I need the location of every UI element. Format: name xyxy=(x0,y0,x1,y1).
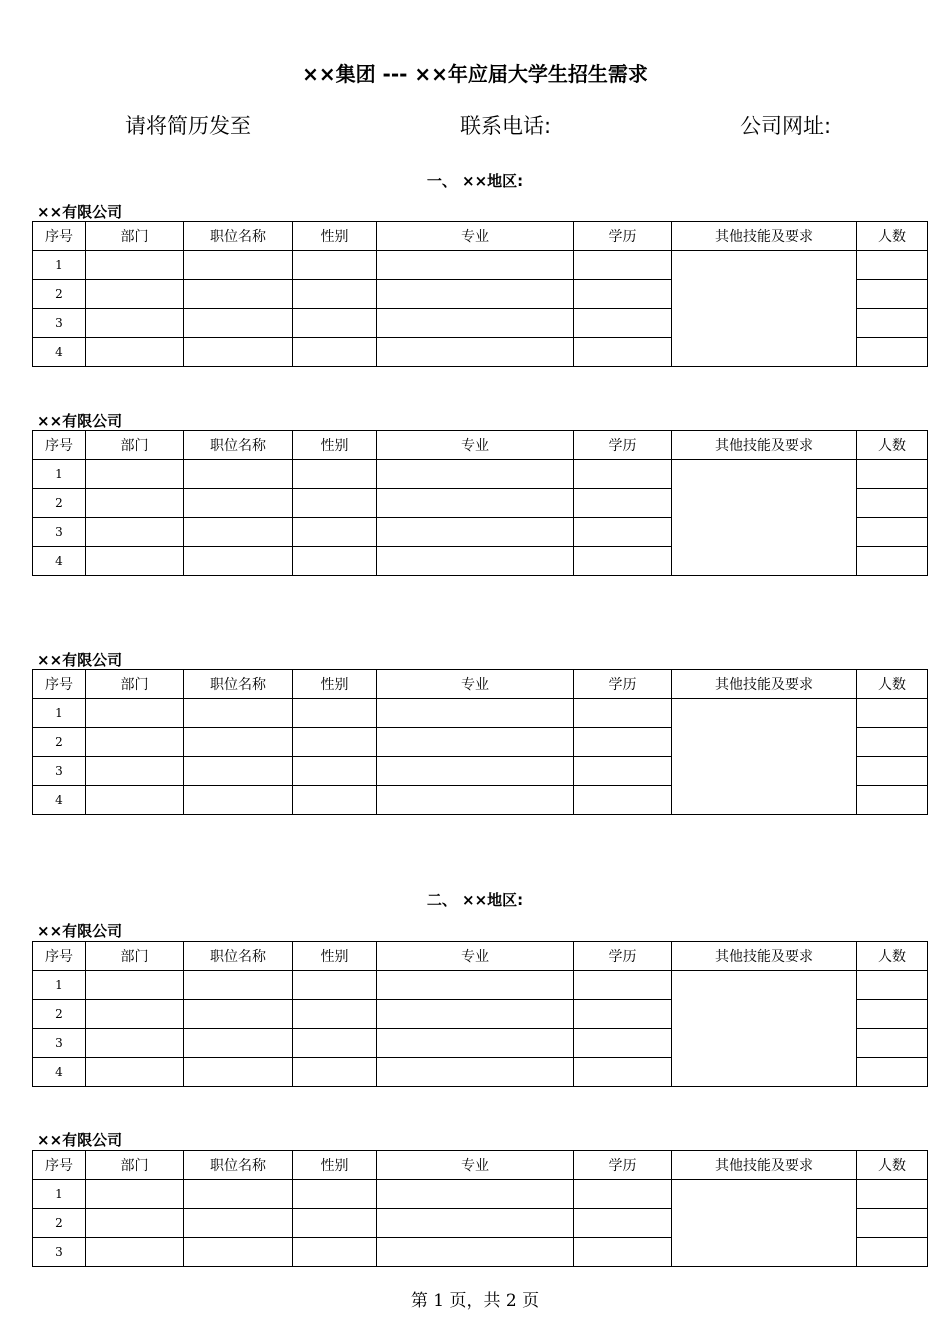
table-row xyxy=(33,1180,928,1209)
department-cell xyxy=(86,1029,184,1058)
position-cell xyxy=(184,280,293,309)
seq-cell: 1 xyxy=(33,699,86,728)
department-cell xyxy=(86,251,184,280)
department-cell xyxy=(86,728,184,757)
headcount-cell xyxy=(857,338,928,367)
department-cell xyxy=(86,699,184,728)
table-header-row xyxy=(33,431,928,460)
department-cell xyxy=(86,786,184,815)
headcount-cell xyxy=(857,1029,928,1058)
requirements-table xyxy=(32,221,928,367)
education-cell xyxy=(574,757,672,786)
department-cell xyxy=(86,1058,184,1087)
headcount-cell xyxy=(857,547,928,576)
education-cell xyxy=(574,518,672,547)
skills-cell xyxy=(672,971,857,1087)
education-cell xyxy=(574,728,672,757)
education-cell xyxy=(574,251,672,280)
position-cell xyxy=(184,786,293,815)
position-cell xyxy=(184,1238,293,1267)
gender-cell xyxy=(293,309,377,338)
col-skills-header: 其他技能及要求 xyxy=(672,670,857,699)
col-major-header: 专业 xyxy=(377,670,574,699)
education-cell xyxy=(574,460,672,489)
gender-cell xyxy=(293,489,377,518)
seq-cell: 4 xyxy=(33,338,86,367)
col-education-header: 学历 xyxy=(574,942,672,971)
table-header-row xyxy=(33,670,928,699)
page-footer: 第 1 页，共 2 页 xyxy=(410,1291,540,1311)
table-header-row xyxy=(33,222,928,251)
skills-cell xyxy=(672,251,857,367)
col-major-header: 专业 xyxy=(377,222,574,251)
headcount-cell xyxy=(857,786,928,815)
headcount-cell xyxy=(857,971,928,1000)
major-cell xyxy=(377,338,574,367)
col-position-header: 职位名称 xyxy=(184,431,293,460)
company-website-label: 公司网址: xyxy=(740,114,832,138)
col-seq-header: 序号 xyxy=(33,942,86,971)
company-label-5: ××有限公司 xyxy=(37,1131,123,1149)
seq-cell: 2 xyxy=(33,728,86,757)
major-cell xyxy=(377,786,574,815)
education-cell xyxy=(574,1238,672,1267)
headcount-cell xyxy=(857,251,928,280)
department-cell xyxy=(86,518,184,547)
col-dept-header: 部门 xyxy=(86,222,184,251)
seq-cell: 3 xyxy=(33,309,86,338)
company-label-3: ××有限公司 xyxy=(37,651,123,669)
position-cell xyxy=(184,728,293,757)
col-education-header: 学历 xyxy=(574,431,672,460)
gender-cell xyxy=(293,338,377,367)
seq-cell: 3 xyxy=(33,757,86,786)
gender-cell xyxy=(293,757,377,786)
major-cell xyxy=(377,1238,574,1267)
requirements-table xyxy=(32,1150,928,1267)
col-position-header: 职位名称 xyxy=(184,942,293,971)
major-cell xyxy=(377,971,574,1000)
col-education-header: 学历 xyxy=(574,670,672,699)
major-cell xyxy=(377,518,574,547)
headcount-cell xyxy=(857,728,928,757)
table-row xyxy=(33,699,928,728)
col-count-header: 人数 xyxy=(857,431,928,460)
skills-cell xyxy=(672,1180,857,1267)
col-major-header: 专业 xyxy=(377,942,574,971)
department-cell xyxy=(86,489,184,518)
position-cell xyxy=(184,460,293,489)
position-cell xyxy=(184,971,293,1000)
department-cell xyxy=(86,757,184,786)
col-gender-header: 性别 xyxy=(293,1151,377,1180)
major-cell xyxy=(377,547,574,576)
major-cell xyxy=(377,1209,574,1238)
skills-cell xyxy=(672,460,857,576)
col-position-header: 职位名称 xyxy=(184,222,293,251)
department-cell xyxy=(86,971,184,1000)
education-cell xyxy=(574,1209,672,1238)
col-skills-header: 其他技能及要求 xyxy=(672,431,857,460)
col-seq-header: 序号 xyxy=(33,670,86,699)
major-cell xyxy=(377,280,574,309)
major-cell xyxy=(377,1058,574,1087)
col-major-header: 专业 xyxy=(377,1151,574,1180)
headcount-cell xyxy=(857,1000,928,1029)
department-cell xyxy=(86,1238,184,1267)
education-cell xyxy=(574,1058,672,1087)
position-cell xyxy=(184,1180,293,1209)
major-cell xyxy=(377,489,574,518)
seq-cell: 2 xyxy=(33,280,86,309)
col-education-header: 学历 xyxy=(574,222,672,251)
gender-cell xyxy=(293,1000,377,1029)
seq-cell: 2 xyxy=(33,1209,86,1238)
gender-cell xyxy=(293,1180,377,1209)
major-cell xyxy=(377,251,574,280)
headcount-cell xyxy=(857,1180,928,1209)
headcount-cell xyxy=(857,1238,928,1267)
department-cell xyxy=(86,1000,184,1029)
education-cell xyxy=(574,971,672,1000)
headcount-cell xyxy=(857,460,928,489)
department-cell xyxy=(86,280,184,309)
gender-cell xyxy=(293,251,377,280)
education-cell xyxy=(574,1000,672,1029)
gender-cell xyxy=(293,1238,377,1267)
col-seq-header: 序号 xyxy=(33,1151,86,1180)
gender-cell xyxy=(293,971,377,1000)
position-cell xyxy=(184,1029,293,1058)
table-row xyxy=(33,251,928,280)
position-cell xyxy=(184,518,293,547)
seq-cell: 1 xyxy=(33,971,86,1000)
position-cell xyxy=(184,309,293,338)
col-dept-header: 部门 xyxy=(86,431,184,460)
major-cell xyxy=(377,1180,574,1209)
seq-cell: 2 xyxy=(33,489,86,518)
company-label-4: ××有限公司 xyxy=(37,922,123,940)
seq-cell: 1 xyxy=(33,1180,86,1209)
major-cell xyxy=(377,1029,574,1058)
headcount-cell xyxy=(857,757,928,786)
department-cell xyxy=(86,338,184,367)
col-gender-header: 性别 xyxy=(293,431,377,460)
education-cell xyxy=(574,1029,672,1058)
seq-cell: 4 xyxy=(33,786,86,815)
gender-cell xyxy=(293,1058,377,1087)
col-dept-header: 部门 xyxy=(86,1151,184,1180)
requirements-table xyxy=(32,669,928,815)
education-cell xyxy=(574,1180,672,1209)
region-heading-1: 一、 ××地区: xyxy=(426,172,524,190)
company-label-1: ××有限公司 xyxy=(37,203,123,221)
seq-cell: 1 xyxy=(33,251,86,280)
education-cell xyxy=(574,280,672,309)
gender-cell xyxy=(293,728,377,757)
headcount-cell xyxy=(857,309,928,338)
position-cell xyxy=(184,757,293,786)
col-major-header: 专业 xyxy=(377,431,574,460)
position-cell xyxy=(184,699,293,728)
position-cell xyxy=(184,547,293,576)
contact-phone-label: 联系电话: xyxy=(460,114,552,138)
col-position-header: 职位名称 xyxy=(184,670,293,699)
requirements-table xyxy=(32,941,928,1087)
table-row xyxy=(33,460,928,489)
department-cell xyxy=(86,547,184,576)
seq-cell: 3 xyxy=(33,518,86,547)
major-cell xyxy=(377,309,574,338)
col-gender-header: 性别 xyxy=(293,670,377,699)
department-cell xyxy=(86,1209,184,1238)
resume-email-label: 请将简历发至 xyxy=(125,114,251,138)
gender-cell xyxy=(293,518,377,547)
department-cell xyxy=(86,309,184,338)
col-skills-header: 其他技能及要求 xyxy=(672,942,857,971)
headcount-cell xyxy=(857,1058,928,1087)
gender-cell xyxy=(293,699,377,728)
col-dept-header: 部门 xyxy=(86,942,184,971)
col-count-header: 人数 xyxy=(857,942,928,971)
education-cell xyxy=(574,309,672,338)
headcount-cell xyxy=(857,1209,928,1238)
education-cell xyxy=(574,699,672,728)
gender-cell xyxy=(293,547,377,576)
table-header-row xyxy=(33,1151,928,1180)
col-skills-header: 其他技能及要求 xyxy=(672,222,857,251)
education-cell xyxy=(574,547,672,576)
col-education-header: 学历 xyxy=(574,1151,672,1180)
position-cell xyxy=(184,489,293,518)
education-cell xyxy=(574,489,672,518)
table-row xyxy=(33,971,928,1000)
position-cell xyxy=(184,1209,293,1238)
region-heading-2: 二、 ××地区: xyxy=(426,891,524,909)
major-cell xyxy=(377,699,574,728)
col-count-header: 人数 xyxy=(857,670,928,699)
headcount-cell xyxy=(857,280,928,309)
col-gender-header: 性别 xyxy=(293,942,377,971)
education-cell xyxy=(574,338,672,367)
seq-cell: 3 xyxy=(33,1238,86,1267)
department-cell xyxy=(86,1180,184,1209)
page-title: ××集团 --- ××年应届大学生招生需求 xyxy=(302,62,648,86)
headcount-cell xyxy=(857,489,928,518)
seq-cell: 4 xyxy=(33,1058,86,1087)
skills-cell xyxy=(672,699,857,815)
col-position-header: 职位名称 xyxy=(184,1151,293,1180)
col-skills-header: 其他技能及要求 xyxy=(672,1151,857,1180)
gender-cell xyxy=(293,1029,377,1058)
position-cell xyxy=(184,251,293,280)
seq-cell: 4 xyxy=(33,547,86,576)
position-cell xyxy=(184,1000,293,1029)
col-seq-header: 序号 xyxy=(33,222,86,251)
major-cell xyxy=(377,460,574,489)
col-count-header: 人数 xyxy=(857,222,928,251)
seq-cell: 1 xyxy=(33,460,86,489)
table-header-row xyxy=(33,942,928,971)
gender-cell xyxy=(293,460,377,489)
col-dept-header: 部门 xyxy=(86,670,184,699)
col-count-header: 人数 xyxy=(857,1151,928,1180)
major-cell xyxy=(377,757,574,786)
position-cell xyxy=(184,1058,293,1087)
gender-cell xyxy=(293,786,377,815)
headcount-cell xyxy=(857,699,928,728)
department-cell xyxy=(86,460,184,489)
major-cell xyxy=(377,1000,574,1029)
position-cell xyxy=(184,338,293,367)
headcount-cell xyxy=(857,518,928,547)
seq-cell: 2 xyxy=(33,1000,86,1029)
seq-cell: 3 xyxy=(33,1029,86,1058)
education-cell xyxy=(574,786,672,815)
requirements-table xyxy=(32,430,928,576)
company-label-2: ××有限公司 xyxy=(37,412,123,430)
col-seq-header: 序号 xyxy=(33,431,86,460)
major-cell xyxy=(377,728,574,757)
gender-cell xyxy=(293,280,377,309)
gender-cell xyxy=(293,1209,377,1238)
col-gender-header: 性别 xyxy=(293,222,377,251)
